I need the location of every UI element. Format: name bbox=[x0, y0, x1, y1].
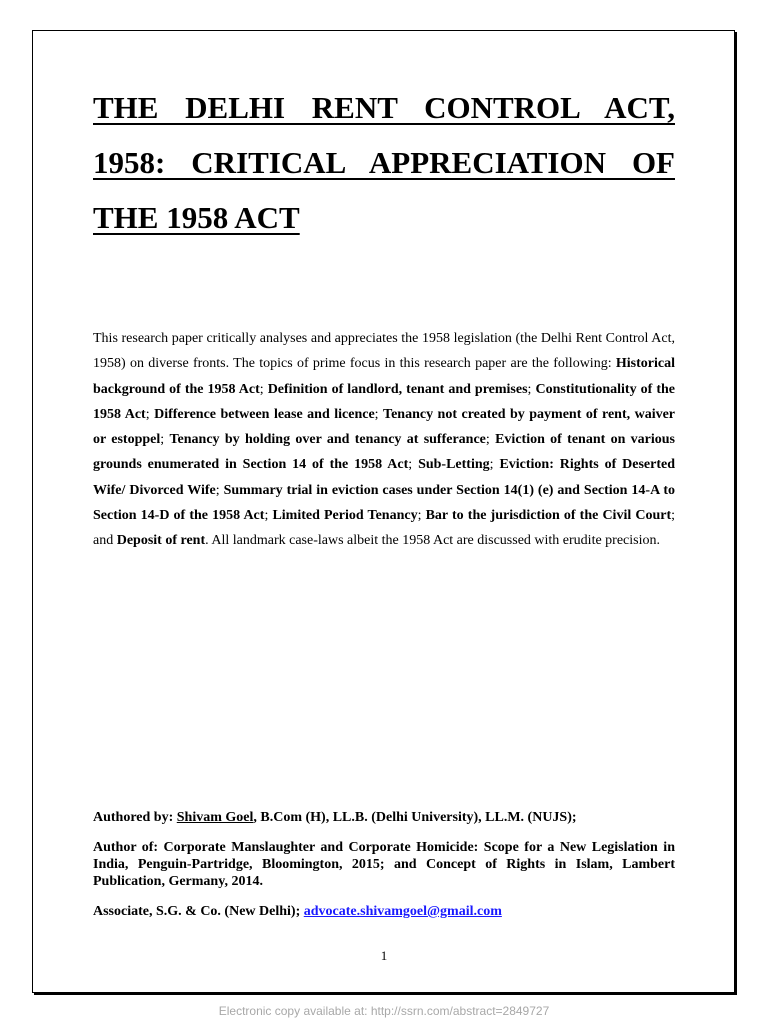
abstract-intro: This research paper critically analyses and appreciates the 1958 legislation (the Delhi Rent Control Act, 1958) on diverse fronts. The topics of prime focus in this research paper are the following: bbox=[93, 331, 675, 372]
page-number: 1 bbox=[380, 948, 388, 963]
topic-deposit-of-rent: Deposit of rent bbox=[116, 533, 206, 549]
title-line-3: THE 1958 ACT bbox=[93, 200, 300, 235]
topic-summary-trial: Summary trial in eviction cases under Section 14(1) (e) and Section 14-A to Section 14-D of the 1958 Act bbox=[93, 482, 676, 524]
author-block bbox=[93, 809, 675, 933]
author-of: Author of: Corporate Manslaughter and Corporate Homicide: Scope for a New Legislation in India, Penguin-Partridge, Bloomington, 2015; and Concept of Rights in Islam, Lambert Publication, Germany, 2014. bbox=[93, 840, 675, 889]
abstract-outro: . All landmark case-laws albeit the 1958 Act are discussed with erudite precision. bbox=[205, 533, 660, 549]
topic-deserted-wife: Eviction: Rights of Deserted Wife/ Divorced Wife bbox=[93, 457, 675, 498]
topic-limited-period: Limited Period Tenancy bbox=[272, 508, 418, 524]
topic-civil-court-bar: Bar to the jurisdiction of the Civil Court bbox=[425, 508, 672, 524]
title-line-2: 1958: CRITICAL APPRECIATION OF bbox=[93, 145, 675, 180]
associate: Associate, S.G. & Co. (New Delhi); advocate.shivamgoel@gmail.com bbox=[93, 904, 502, 919]
topic-tenancy-not-created: Tenancy not created by payment of rent, waiver or estoppel bbox=[93, 406, 676, 448]
topic-holding-over: Tenancy by holding over and tenancy at sufferance bbox=[169, 432, 486, 448]
topic-historical-background: Historical background of the 1958 Act bbox=[93, 356, 675, 397]
author-name: Shivam Goel bbox=[176, 810, 254, 825]
ssrn-footer: Electronic copy available at: http://ssrn.com/abstract=2849727 bbox=[218, 1004, 550, 1018]
topic-definitions: Definition of landlord, tenant and premises bbox=[267, 381, 528, 397]
topic-constitutionality: Constitutionality of the 1958 Act bbox=[93, 381, 675, 422]
author-email-link[interactable]: advocate.shivamgoel@gmail.com bbox=[303, 904, 502, 919]
abstract-paragraph: This research paper critically analyses and appreciates the 1958 legislation (the Delhi Rent Control Act, 1958) on diverse fronts. The topics of prime focus in this research paper are the following: Historical background of the 1958 Act; Definition of landlord, tenant and premises; Constitutionality of the 1958 Act; Difference between lease and licence; Tenancy not created by payment of rent, waiver or estoppel; Tenancy by holding over and tenancy at sufferance; Eviction of tenant on various grounds enumerated in Section 14 of the 1958 Act; Sub-Letting; Eviction: Rights of Deserted Wife/ Divorced Wife; Summary trial in eviction cases under Section 14(1) (e) and Section 14-A to Section 14-D of the 1958 Act; Limited Period Tenancy; Bar to the jurisdiction of the Civil Court; and Deposit of rent. All landmark case-laws albeit the 1958 Act are discussed with erudite precision. bbox=[93, 331, 676, 549]
authored-by: Authored by: Shivam Goel, B.Com (H), LL.B. (Delhi University), LL.M. (NUJS); bbox=[93, 810, 577, 825]
topic-sub-letting: Sub-Letting bbox=[418, 457, 490, 473]
title-line-1: THE DELHI RENT CONTROL ACT, bbox=[93, 90, 675, 125]
topic-lease-licence: Difference between lease and licence bbox=[154, 406, 375, 422]
topic-eviction-grounds: Eviction of tenant on various grounds enumerated in Section 14 of the 1958 Act bbox=[93, 432, 676, 473]
paper-title bbox=[93, 80, 675, 245]
